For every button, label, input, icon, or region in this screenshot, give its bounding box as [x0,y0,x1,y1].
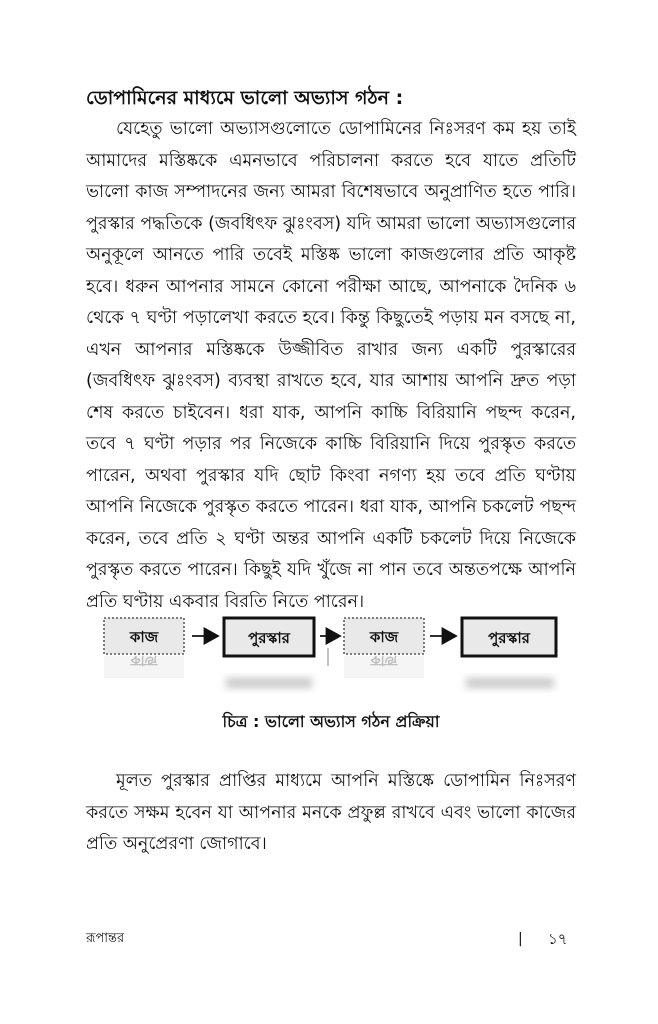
page-number: ১৭ [548,930,568,948]
body-paragraph-1: যেহেতু ভালো অভ্যাসগুলোতে ডোপামিনের নিঃসরণ কম হয় তাই আমাদের মস্তিষ্ককে এমনভাবে পরিচালনা করতে হবে যাতে প্রতিটি ভালো কাজ সম্পাদনের জন্য আমরা বিশেষভাবে অনুপ্রাণিত হতে পারি। পুরস্কার পদ্ধতিকে (জবধিৎফ ঝুঃংবস) যদি আমরা ভালো অভ্যাসগুলোর অনুকূলে আনতে পারি তবেই মস্তিষ্ক ভালো কাজগুলোর প্রতি আকৃষ্ট হবে। ধরুন আপনার সামনে কোনো পরীক্ষা আছে, আপনাকে দৈনিক ৬ থেকে ৭ ঘণ্টা পড়ালেখা করতে হবে। কিন্তু কিছুতেই পড়ায় মন বসছে না, এখন আপনার মস্তিষ্ককে উজ্জীবিত রাখার জন্য একটি পুরস্কারের (জবধিৎফ ঝুঃংবস) ব্যবস্থা রাখতে হবে, যার আশায় আপনি দ্রুত পড়া শেষ করতে চাইবেন। ধরা যাক, আপনি কাচ্চি বিরিয়ানি পছন্দ করেন, তবে ৭ ঘণ্টা পড়ার পর নিজেকে কাচ্চি বিরিয়ানি দিয়ে পুরস্কৃত করতে পারেন, অথবা পুরস্কার যদি ছোট কিংবা নগণ্য হয় তবে প্রতি ঘণ্টায় আপনি নিজেকে পুরস্কৃত করতে পারেন। ধরা যাক, আপনি চকলেট পছন্দ করেন, তবে প্রতি ২ ঘণ্টা অন্তর আপনি একটি চকলেট দিয়ে নিজেকে পুরস্কৃত করতে পারেন। কিছুই যদি খুঁজে না পান তবে অন্ততপক্ষে আপনি প্রতি ঘণ্টায় একবার বিরতি নিতে পারেন। [86,119,576,612]
body-paragraph-2: মূলত পুরস্কার প্রাপ্তির মাধ্যমে আপনি মস্তিষ্কে ডোপামিন নিঃসরণ করতে সক্ষম হবেন যা আপনার মনকে প্রফুল্ল রাখবে এবং ভালো কাজের প্রতি অনুপ্রেরণা জোগাবে। [86,771,576,854]
reward-box-2 [462,618,556,688]
work-box-1 [104,618,184,678]
work-box-2 [344,618,424,678]
reward-label-2: পুরস্কার [488,629,530,647]
habit-process-diagram [100,608,560,708]
footer-publisher: রূপান্তর [86,931,125,946]
footer-separator: | [518,931,523,947]
reward-box-1 [224,618,314,688]
section-heading: ডোপামিনের মাধ্যমে ভালো অভ্যাস গঠন : [86,87,404,109]
work-reflection-1: কাজ [130,652,158,668]
work-reflection-2: কাজ [370,652,398,668]
work-label-1: কাজ [129,628,159,646]
work-label-2: কাজ [369,628,399,646]
figure-caption: চিত্র : ভালো অভ্যাস গঠন প্রক্রিয়া [222,712,440,731]
reward-label-1: পুরস্কার [248,629,290,647]
